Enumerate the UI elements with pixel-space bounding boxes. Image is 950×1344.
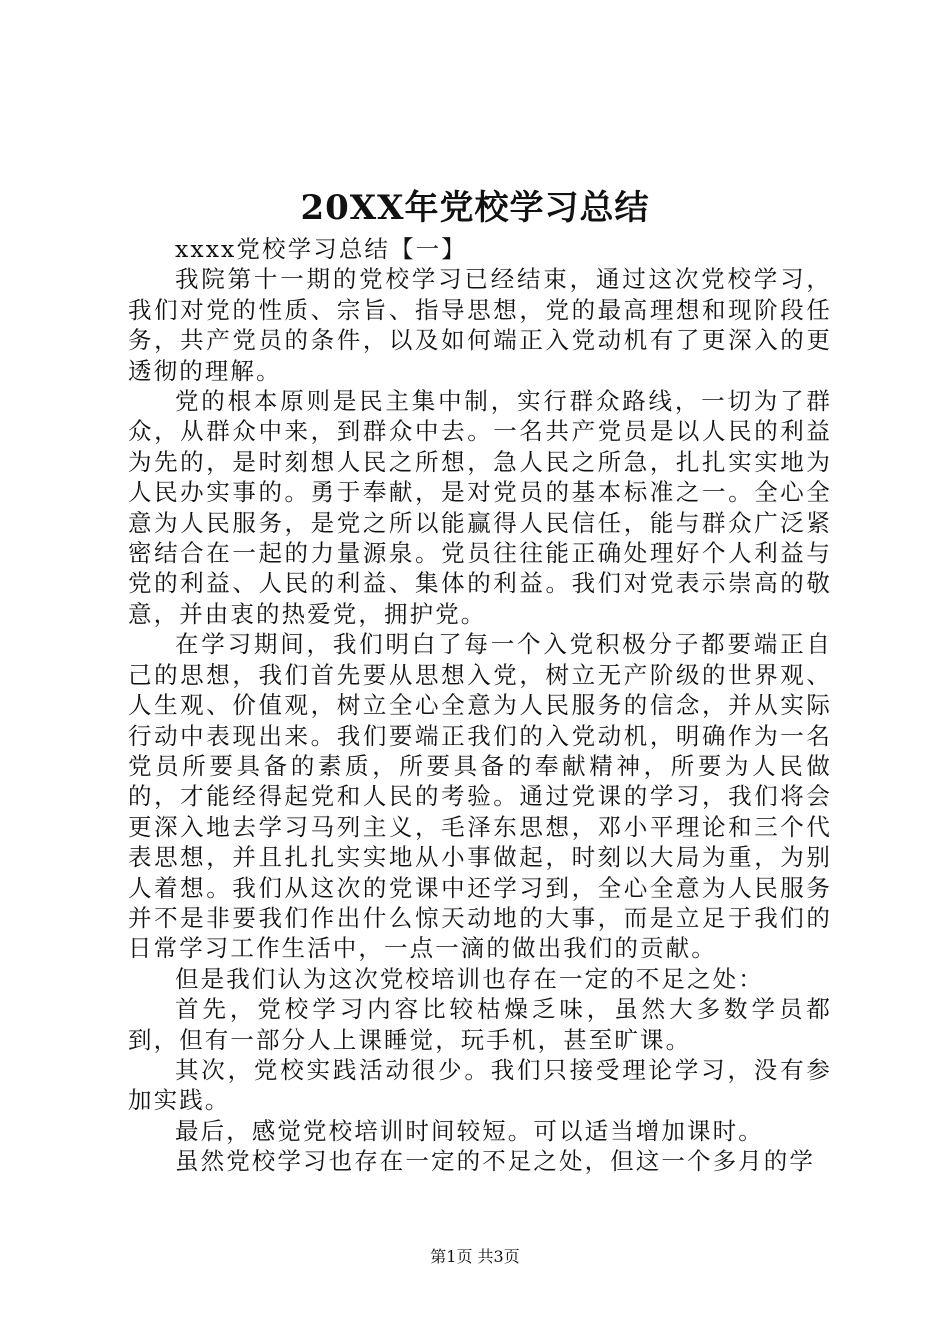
- paragraph: 首先，党校学习内容比较枯燥乏味，虽然大多数学员都到，但有一部分人上课睡觉，玩手机，甚至旷课。: [128, 995, 832, 1054]
- paragraph: 虽然党校学习也存在一定的不足之处，但这一个多月的学: [175, 1147, 815, 1176]
- paragraph: 在学习期间，我们明白了每一个入党积极分子都要端正自己的思想，我们首先要从思想入党，树立无产阶级的世界观、人生观、价值观，树立全心全意为人民服务的信念，并从实际行动中表现出来。我们要端正我们的入党动机，明确作为一名党员所要具备的素质，所要具备的奉献精神，所要为人民做的，才能经得起党和人民的考验。通过党课的学习，我们将会更深入地去学习马列主义，毛泽东思想，邓小平理论和三个代表思想，并且扎扎实实地从小事做起，时刻以大局为重，为别人着想。我们从这次的党课中还学习到，全心全意为人民服务并不是非要我们作出什么惊天动地的大事，而是立足于我们的日常学习工作生活中，一点一滴的做出我们的贡献。: [128, 630, 832, 963]
- paragraph: 但是我们认为这次党校培训也存在一定的不足之处：: [175, 964, 764, 993]
- paragraph: 党的根本原则是民主集中制，实行群众路线，一切为了群众，从群众中来，到群众中去。一名共产党员是以人民的利益为先的，是时刻想人民之所想，急人民之所急，扎扎实实地为人民办实事的。勇于奉献，是对党员的基本标准之一。全心全意为人民服务，是党之所以能赢得人民信任，能与群众广泛紧密结合在一起的力量源泉。党员往往能正确处理好个人利益与党的利益、人民的利益、集体的利益。我们对党表示崇高的敬意，并由衷的热爱党，拥护党。: [128, 387, 832, 628]
- paragraph: 其次，党校实践活动很少。我们只接受理论学习，没有参加实践。: [128, 1055, 832, 1115]
- document-title: 20XX年党校学习总结: [300, 188, 650, 228]
- page-footer: 第1页 共3页: [430, 1247, 520, 1266]
- section-heading: xxxx党校学习总结【一】: [175, 235, 467, 263]
- paragraph: 最后，感觉党校培训时间较短。可以适当增加课时。: [175, 1116, 764, 1145]
- paragraph: 我院第十一期的党校学习已经结束，通过这次党校学习，我们对党的性质、宗旨、指导思想，党的最高理想和现阶段任务，共产党员的条件，以及如何端正入党动机有了更深入的更透彻的理解。: [128, 265, 832, 385]
- document-body: [128, 234, 832, 1177]
